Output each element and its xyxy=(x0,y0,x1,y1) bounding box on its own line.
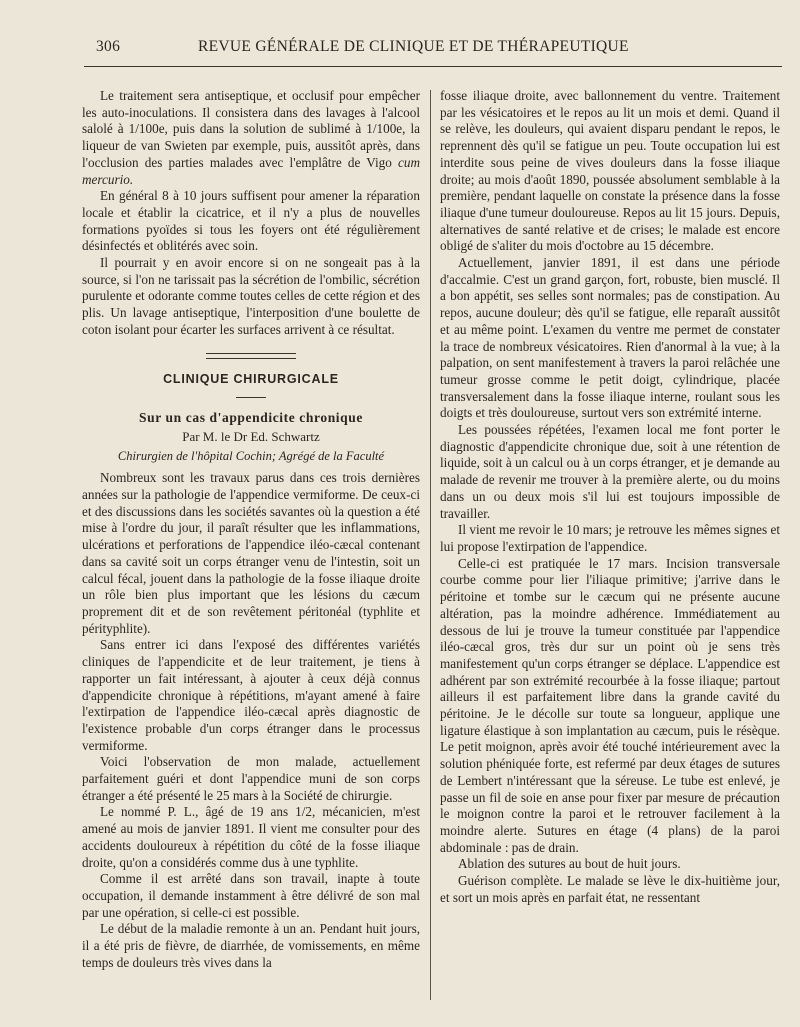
page-number: 306 xyxy=(96,38,121,55)
byline: Par M. le Dr Ed. Schwartz xyxy=(182,428,320,444)
paragraph: Actuellement, janvier 1891, il est dans une période d'accalmie. C'est un grand garçon, fort, robuste, bien musclé. Il a bon appétit, ses selles sont normales; pas de constipation. Au repos, aucune douleur; dès qu'il se fatigue, elle reparaît aussitôt et au même point. L'examen du ventre me permet de constater la trace de nombreux vésicatoires. Rien d'anormal à la vue; à la palpation, on sent manifestement à travers la paroi relâchée une tumeur grosse comme le petit doigt, cylindrique, placée transversalement dans la fosse iliaque interne, roulant sous les doigts et très douloureuse, surtout vers son extrémité interne. xyxy=(440,255,780,421)
paragraph: Les poussées répétées, l'examen local me font porter le diagnostic d'appendicite chronique due, soit à une rétention de liquide, soit à un calcul ou à un corps étranger, et je demande au malade de revenir me trouver à la première alerte, ou du moins dans un ou deux mois s'il lui est toujours impossible de travailler. xyxy=(440,422,780,521)
page-header xyxy=(80,38,780,60)
paragraph: Guérison complète. Le malade se lève le dix-huitième jour, et sort un mois après en parfait état, ne ressentant xyxy=(440,873,780,905)
italic-term: cum mercurio. xyxy=(82,154,420,187)
running-title: REVUE GÉNÉRALE DE CLINIQUE ET DE THÉRAPEUTIQUE xyxy=(198,38,629,55)
paragraph: Il pourrait y en avoir encore si on ne songeait pas à la source, si l'on ne tarissait pas la sécrétion de l'ombilic, sécrétion purulente et odorante comme toutes celles de cette région et des plis. Un lavage antiseptique, l'interposition d'une boulette de coton isolant pour écarter les surfaces arrivent à ce résultat. xyxy=(82,255,420,337)
paragraph: Le nommé P. L., âgé de 19 ans 1/2, mécanicien, m'est amené au mois de janvier 1891. Il vient me consulter pour des accidents douloureux à répétition du côté de la fosse iliaque droite, qu'on a considérés comme dus à une typhlite. xyxy=(82,804,420,870)
paragraph: Nombreux sont les travaux parus dans ces trois dernières années sur la pathologie de l'appendice vermiforme. De ceux-ci et des discussions dans les sociétés savantes où la question a été mise à l'ordre du jour, il paraît résulter que les inflammations, ulcérations et perforations de l'appendice iléo-cæcal contenant dans sa cavité soit un corps étranger venu de l'intestin, soit un calcul fécal, jouent dans la pathologie de la fosse iliaque droite un rôle bien plus important que les lésions du cæcum proprement dit et de son revêtement péritonéal (typhlite et pérityphlite). xyxy=(82,470,420,636)
paragraph: En général 8 à 10 jours suffisent pour amener la réparation locale et établir la cicatrice, et il n'y a plus de nouvelles formations pyoïdes si tous les foyers ont été régulièrement désinfectés et oblitérés avec soin. xyxy=(82,188,420,254)
paragraph: Voici l'observation de mon malade, actuellement parfaitement guéri et dont l'appendice muni de son corps étranger a été présenté le 25 mars à la Société de chirurgie. xyxy=(82,754,420,803)
column-divider xyxy=(430,90,431,1000)
left-column xyxy=(82,88,420,971)
affiliation: Chirurgien de l'hôpital Cochin; Agrégé de la Faculté xyxy=(117,448,385,463)
section-divider-small xyxy=(236,397,266,398)
paragraph: Le début de la maladie remonte à un an. Pendant huit jours, il a été pris de fièvre, de diarrhée, de vomissements, en même temps de douleurs très vives dans la xyxy=(82,921,420,970)
paragraph: Sans entrer ici dans l'exposé des différentes variétés cliniques de l'appendicite et de leur traitement, je tiens à rapporter un fait intéressant, à ajouter à ceux déjà connus d'appendicite chronique à répétitions, m'ayant amené à faire l'extirpation de l'appendice iléo-cæcal après diagnostic de l'existence probable d'un corps étranger dans le processus vermiforme. xyxy=(82,637,420,753)
paragraph: fosse iliaque droite, avec ballonnement du ventre. Traitement par les vésicatoires et le repos au lit un mois et demi. Quand il se relève, les douleurs, qui avaient disparu pendant le repos, le reprennent dès qu'il se fatigue un peu. Toute occupation lui est interdite sous peine de vives douleurs dans la fosse iliaque droite; au mois d'août 1890, poussée absolument semblable à la première, pendant laquelle on constate la présence dans la fosse iliaque d'une tumeur douloureuse. Repos au lit 15 jours. Depuis, alternatives de santé relative et de crises; le malade est encore obligé de s'aliter du mois d'octobre au 15 décembre. xyxy=(440,88,780,254)
right-column xyxy=(440,88,780,906)
section-title: CLINIQUE CHIRURGICALE xyxy=(163,371,339,386)
paragraph: Celle-ci est pratiquée le 17 mars. Incision transversale courbe comme pour lier l'iliaque primitive; j'arrive dans le péritoine et tombe sur le cæcum qui ne présente aucune altération, pas la moindre adhérence. Immédiatement au dessous de lui je trouve la tumeur constituée par l'appendice iléo-cæcal gros, très dur sur un point où je sens très manifestement qu'un corps étranger se déplace. L'appendice est adhérent par son extrémité recourbée à la fosse iliaque; partout ailleurs il est parfaitement libre dans la grande cavité du péritoine. Je le décolle sur toute sa longueur, applique une ligature élastique à son implantation au cæcum, puis le résèque. Le petit moignon, après avoir été touché intérieurement avec la solution phéniquée forte, est refermé par deux étages de sutures de Lembert n'intéressant que la séreuse. Le tube est enlevé, je passe un fil de soie en anse pour fixer par mesure de précaution le moignon contre la paroi et le retrouver facilement à la moindre alerte. Sutures en étage (4 plans) de la paroi abdominale : pas de drain. xyxy=(440,555,780,855)
paragraph xyxy=(82,88,420,188)
paragraph-text: Le traitement sera antiseptique, et occlusif pour empêcher les auto-inoculations. Il consistera dans des lavages à l'alcool salolé à 1/100e, puis dans la solution de sublimé à 1/100e, la liqueur de van Swieten par exemple, puis, aussitôt après, dans l'occlusion des parties malades avec l'emplâtre de Vigo xyxy=(82,88,420,170)
section-divider xyxy=(206,353,296,359)
article-title: Sur un cas d'appendicite chronique xyxy=(139,410,363,426)
paragraph: Il vient me revoir le 10 mars; je retrouve les mêmes signes et lui propose l'extirpation de l'appendice. xyxy=(440,522,780,554)
paragraph: Comme il est arrêté dans son travail, inapte à toute occupation, il demande instamment à être délivré de son mal par une opération, si celle-ci est possible. xyxy=(82,871,420,920)
paragraph: Ablation des sutures au bout de huit jours. xyxy=(458,856,681,872)
header-rule xyxy=(84,66,782,67)
